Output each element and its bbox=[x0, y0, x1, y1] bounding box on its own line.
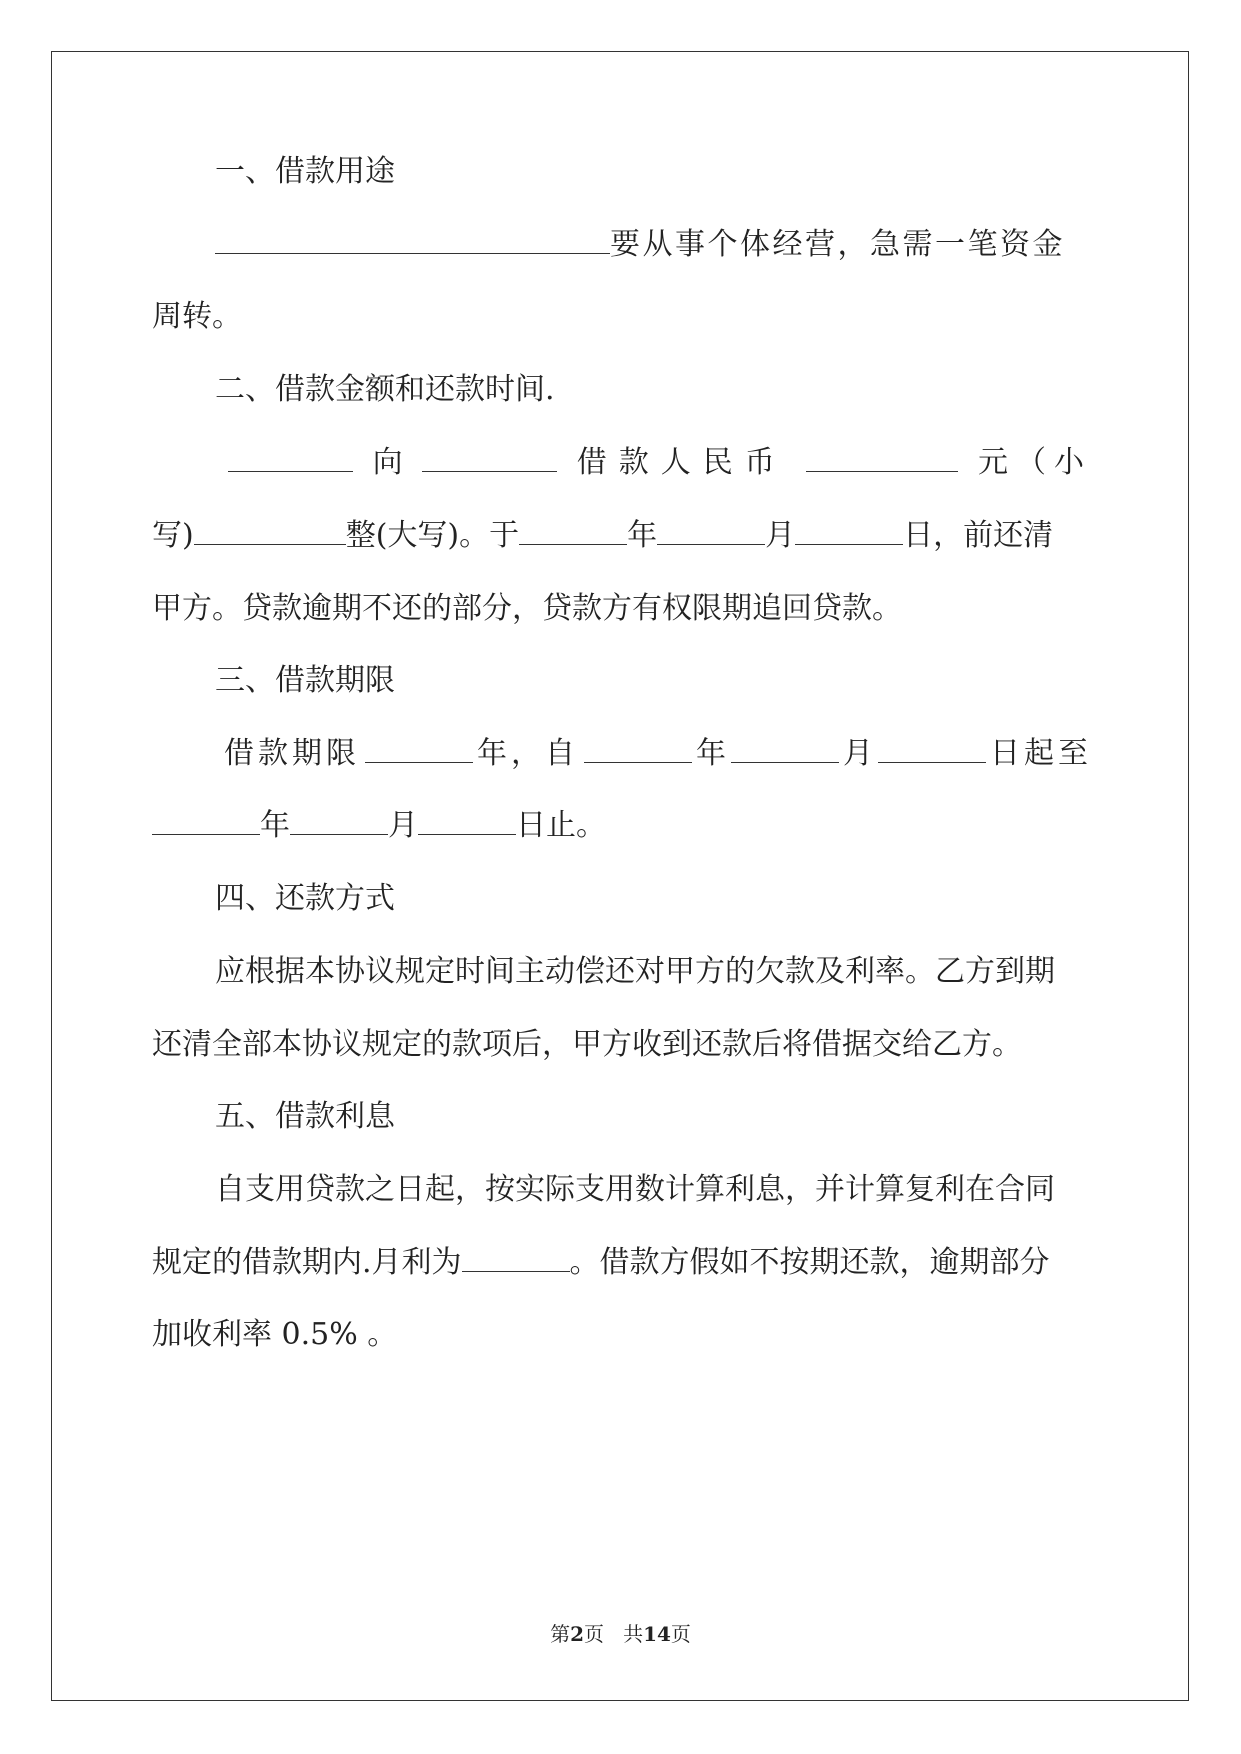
blank-field bbox=[806, 449, 958, 472]
section-1-line-1-text: 要从事个体经营，急需一笔资金 bbox=[610, 227, 1065, 262]
section-2-row-2-text-5: 日，前还清 bbox=[903, 518, 1054, 553]
total-pages-suffix: 页 bbox=[670, 1622, 691, 1646]
blank-field bbox=[228, 449, 353, 472]
section-2-row-1 bbox=[228, 443, 1092, 483]
blank-field bbox=[194, 522, 346, 545]
section-3-row-1 bbox=[224, 734, 1092, 774]
section-3-row-2-text-3: 日止。 bbox=[516, 808, 606, 843]
section-3-row-1-text-5: 日起至 bbox=[990, 736, 1092, 771]
blank-field bbox=[657, 522, 765, 545]
blank-field bbox=[878, 740, 986, 763]
section-1-line-1 bbox=[215, 225, 1092, 265]
page-counter-prefix: 第 bbox=[550, 1622, 571, 1646]
blank-field bbox=[462, 1249, 570, 1272]
section-5-line-2-text-1: 规定的借款期内.月利为 bbox=[152, 1245, 462, 1280]
section-3-row-1-text-1: 借款期限 bbox=[224, 736, 360, 771]
section-1-line-2: 周转。 bbox=[152, 299, 242, 334]
section-3-row-2-text-1: 年 bbox=[260, 808, 290, 843]
blank-field bbox=[365, 740, 473, 763]
section-2-row-1-text-1: 向 bbox=[372, 445, 403, 480]
section-2-row-1-text-2: 借款人民币 bbox=[576, 445, 787, 480]
section-5-heading: 五、借款利息 bbox=[215, 1099, 395, 1134]
section-3-row-1-text-4: 月 bbox=[843, 736, 873, 771]
blank-field bbox=[418, 812, 516, 835]
blank-field bbox=[422, 449, 557, 472]
section-2-row-2-text-3: 年 bbox=[627, 518, 658, 553]
section-2-row-2 bbox=[152, 516, 1092, 556]
section-4-line-1: 应根据本协议规定时间主动偿还对甲方的欠款及利率。乙方到期 bbox=[215, 954, 1055, 989]
total-pages: 14 bbox=[643, 1622, 671, 1646]
section-3-row-1-text-2: 年，自 bbox=[477, 736, 579, 771]
section-3-row-2 bbox=[152, 806, 1092, 846]
section-3-row-1-text-3: 年 bbox=[696, 736, 726, 771]
section-5-line-2-text-2: 。借款方假如不按期还款，逾期部分 bbox=[569, 1245, 1050, 1280]
section-3-heading: 三、借款期限 bbox=[215, 663, 395, 698]
section-2-row-2-text-2: 整(大写)。于 bbox=[345, 518, 520, 553]
section-2-row-2-text-1: 写) bbox=[152, 518, 194, 553]
section-2-row-3: 甲方。贷款逾期不还的部分，贷款方有权限期追回贷款。 bbox=[152, 591, 902, 626]
section-5-line-1: 自支用贷款之日起，按实际支用数计算利息，并计算复利在合同 bbox=[215, 1172, 1055, 1207]
blank-field bbox=[152, 812, 260, 835]
page-counter-suffix: 页 bbox=[584, 1622, 604, 1646]
blank-field bbox=[731, 740, 839, 763]
page-counter bbox=[0, 1621, 1241, 1647]
section-3-row-2-text-2: 月 bbox=[388, 808, 418, 843]
blank-field bbox=[795, 522, 903, 545]
blank-field bbox=[215, 231, 610, 254]
section-1-heading: 一、借款用途 bbox=[215, 154, 395, 189]
section-2-heading: 二、借款金额和还款时间. bbox=[215, 372, 555, 407]
section-5-line-2 bbox=[152, 1243, 1092, 1283]
blank-field bbox=[290, 812, 388, 835]
blank-field bbox=[584, 740, 692, 763]
page-number: 2 bbox=[570, 1622, 584, 1646]
section-4-heading: 四、还款方式 bbox=[215, 881, 395, 916]
section-2-row-2-text-4: 月 bbox=[765, 518, 796, 553]
section-4-line-2: 还清全部本协议规定的款项后，甲方收到还款后将借据交给乙方。 bbox=[152, 1027, 1022, 1062]
section-2-row-1-text-3: 元（小 bbox=[977, 445, 1092, 480]
total-pages-prefix: 共 bbox=[623, 1622, 644, 1646]
section-5-line-3: 加收利率 0.5% 。 bbox=[152, 1317, 398, 1352]
blank-field bbox=[519, 522, 627, 545]
